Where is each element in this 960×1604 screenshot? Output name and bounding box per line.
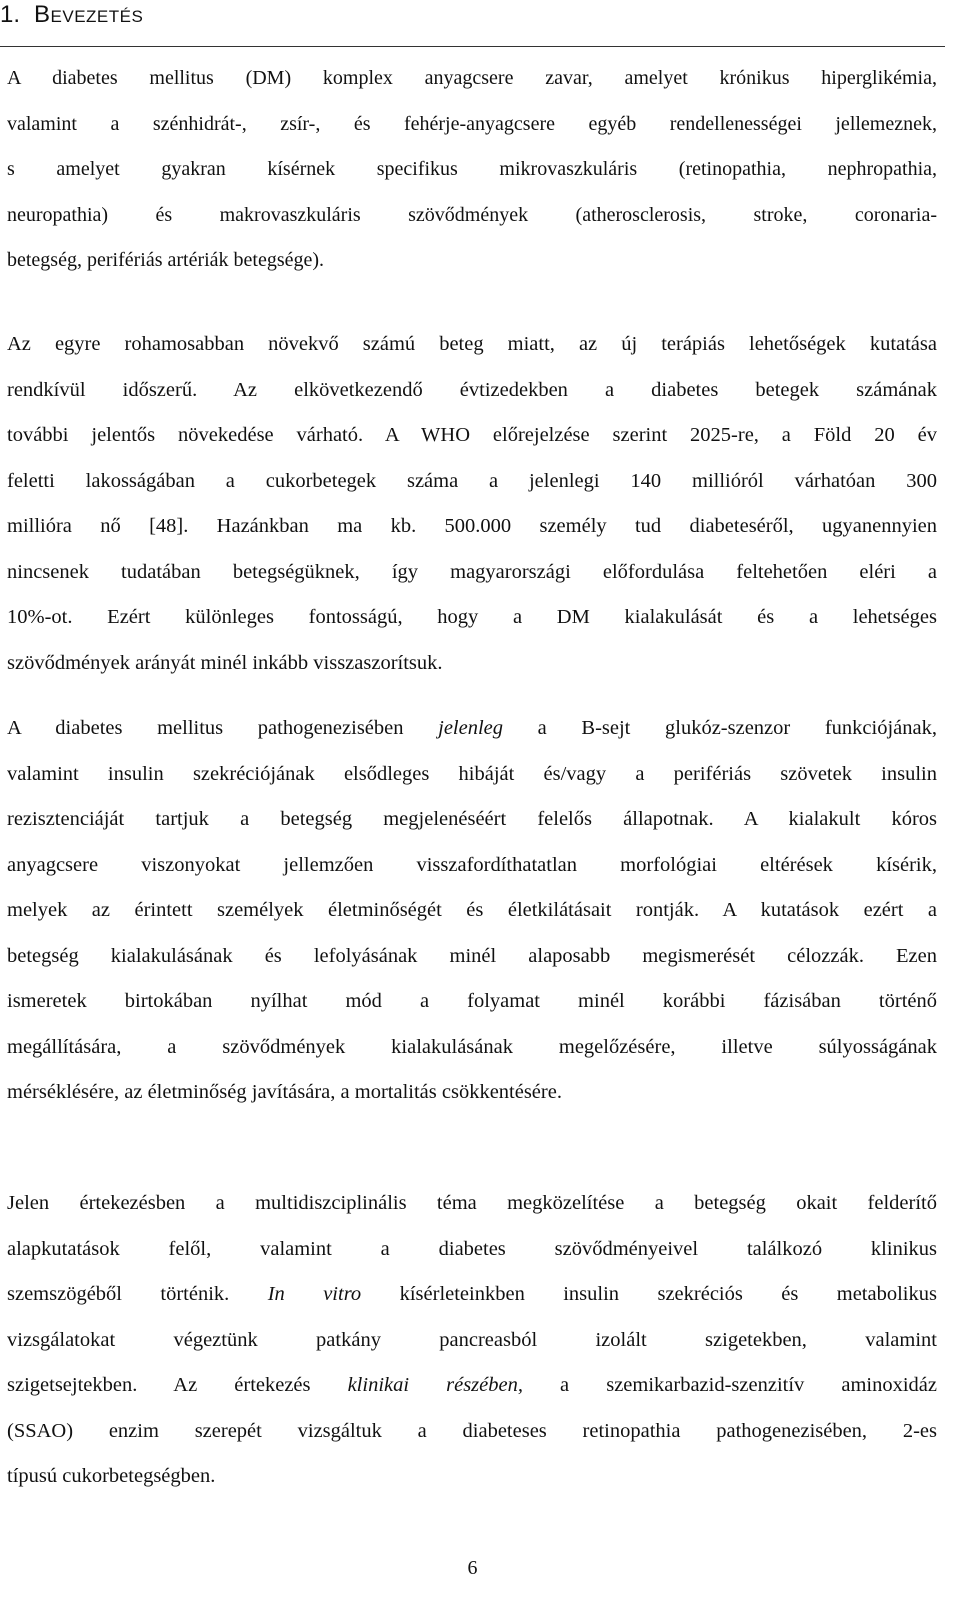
chapter-heading (0, 0, 945, 47)
text-line: (SSAO) enzim szerepét vizsgáltuk a diabeteses retinopathia pathogenezisében, 2-es (7, 1419, 937, 1442)
text-line: rendkívül időszerű. Az elkövetkezendő évtizedekben a diabetes betegek számának (7, 378, 937, 401)
text-line: mérséklésére, az életminőség javítására, a mortalitás csökkentésére. (7, 1081, 562, 1103)
text-line (7, 706, 937, 752)
text-fragment: szemszögéből történik. (7, 1283, 268, 1305)
page-number: 6 (467, 1557, 478, 1579)
text-line: Jelen értekezésben a multidiszciplinális téma megközelítése a betegség okait felderítő (7, 1192, 937, 1214)
text-line: feletti lakosságában a cukorbetegek száma a jelenlegi 140 millióról várhatóan 300 (7, 469, 937, 492)
text-line: 10%-ot. Ezért különleges fontosságú, hogy a DM kialakulását és a lehetséges (7, 606, 937, 628)
italic-fragment: In vitro (267, 1283, 362, 1305)
text-line: alapkutatások felől, valamint a diabetes szövődményeivel találkozó klinikus (7, 1237, 937, 1260)
paragraph-intro-definition (7, 56, 937, 284)
paragraph-epidemiology (7, 322, 937, 686)
paragraph-thesis-scope (7, 1181, 937, 1500)
text-line: típusú cukorbetegségben. (7, 1465, 216, 1487)
text-line: rezisztenciáját tartjuk a betegség megjelenéséért felelős állapotnak. A kialakult kóros (7, 808, 937, 830)
text-fragment: kísérleteinkben insulin szekréciós és metabolikus (361, 1283, 937, 1305)
chapter-title: Bevezetés (34, 1, 144, 28)
text-fragment: szigetsejtekben. Az értekezés (7, 1374, 348, 1396)
text-line: valamint insulin szekréciójának elsődleges hibáját és/vagy a perifériás szövetek insulin (7, 762, 937, 785)
paragraph-pathogenesis (7, 706, 937, 1116)
text-line: Az egyre rohamosabban növekvő számú beteg miatt, az új terápiás lehetőségek kutatása (7, 333, 937, 355)
italic-fragment: klinikai részében, (347, 1374, 523, 1396)
text-line: A diabetes mellitus (DM) komplex anyagcsere zavar, amelyet krónikus hiperglikémia, (7, 67, 937, 89)
text-line (7, 1272, 937, 1318)
text-line: megállítására, a szövődmények kialakulásának megelőzésére, illetve súlyosságának (7, 1035, 937, 1058)
text-line: anyagcsere viszonyokat jellemzően visszafordíthatatlan morfológiai eltérések kísérik, (7, 853, 937, 876)
text-line: millióra nő [48]. Hazánkban ma kb. 500.000 személy tud diabeteséről, ugyanennyien (7, 515, 937, 537)
italic-fragment: jelenleg (438, 717, 504, 739)
text-line: szövődmények arányát minél inkább visszaszorítsuk. (7, 651, 443, 674)
text-line: ismeretek birtokában nyílhat mód a folyamat minél korábbi fázisában történő (7, 990, 937, 1012)
text-line: betegség, perifériás artériák betegsége). (7, 249, 325, 271)
text-line: melyek az érintett személyek életminőségét és életkilátásait rontják. A kutatások ezért a (7, 899, 937, 921)
text-line: vizsgálatokat végeztünk patkány pancreasból izolált szigetekben, valamint (7, 1328, 937, 1351)
text-fragment: a B-sejt glukóz-szenzor funkciójának, (503, 717, 937, 739)
text-line: betegség kialakulásának és lefolyásának minél alaposabb megismerését célozzák. Ezen (7, 944, 937, 967)
text-fragment: A diabetes mellitus pathogenezisében (7, 717, 439, 739)
text-line: nincsenek tudatában betegségüknek, így magyarországi előfordulása feltehetően eléri a (7, 560, 937, 583)
text-line: további jelentős növekedése várható. A WHO előrejelzése szerint 2025-re, a Föld 20 év (7, 424, 937, 446)
text-line: neuropathia) és makrovaszkuláris szövődmények (atherosclerosis, stroke, coronaria- (7, 203, 937, 226)
chapter-number: 1. (0, 1, 21, 28)
text-line: valamint a szénhidrát-, zsír-, és fehérje-anyagcsere egyéb rendellenességei jellemeznek, (7, 112, 937, 135)
text-line: s amelyet gyakran kísérnek specifikus mikrovaszkuláris (retinopathia, nephropathia, (7, 158, 937, 180)
text-line (7, 1363, 937, 1409)
text-fragment: a szemikarbazid-szenzitív aminoxidáz (522, 1374, 937, 1396)
